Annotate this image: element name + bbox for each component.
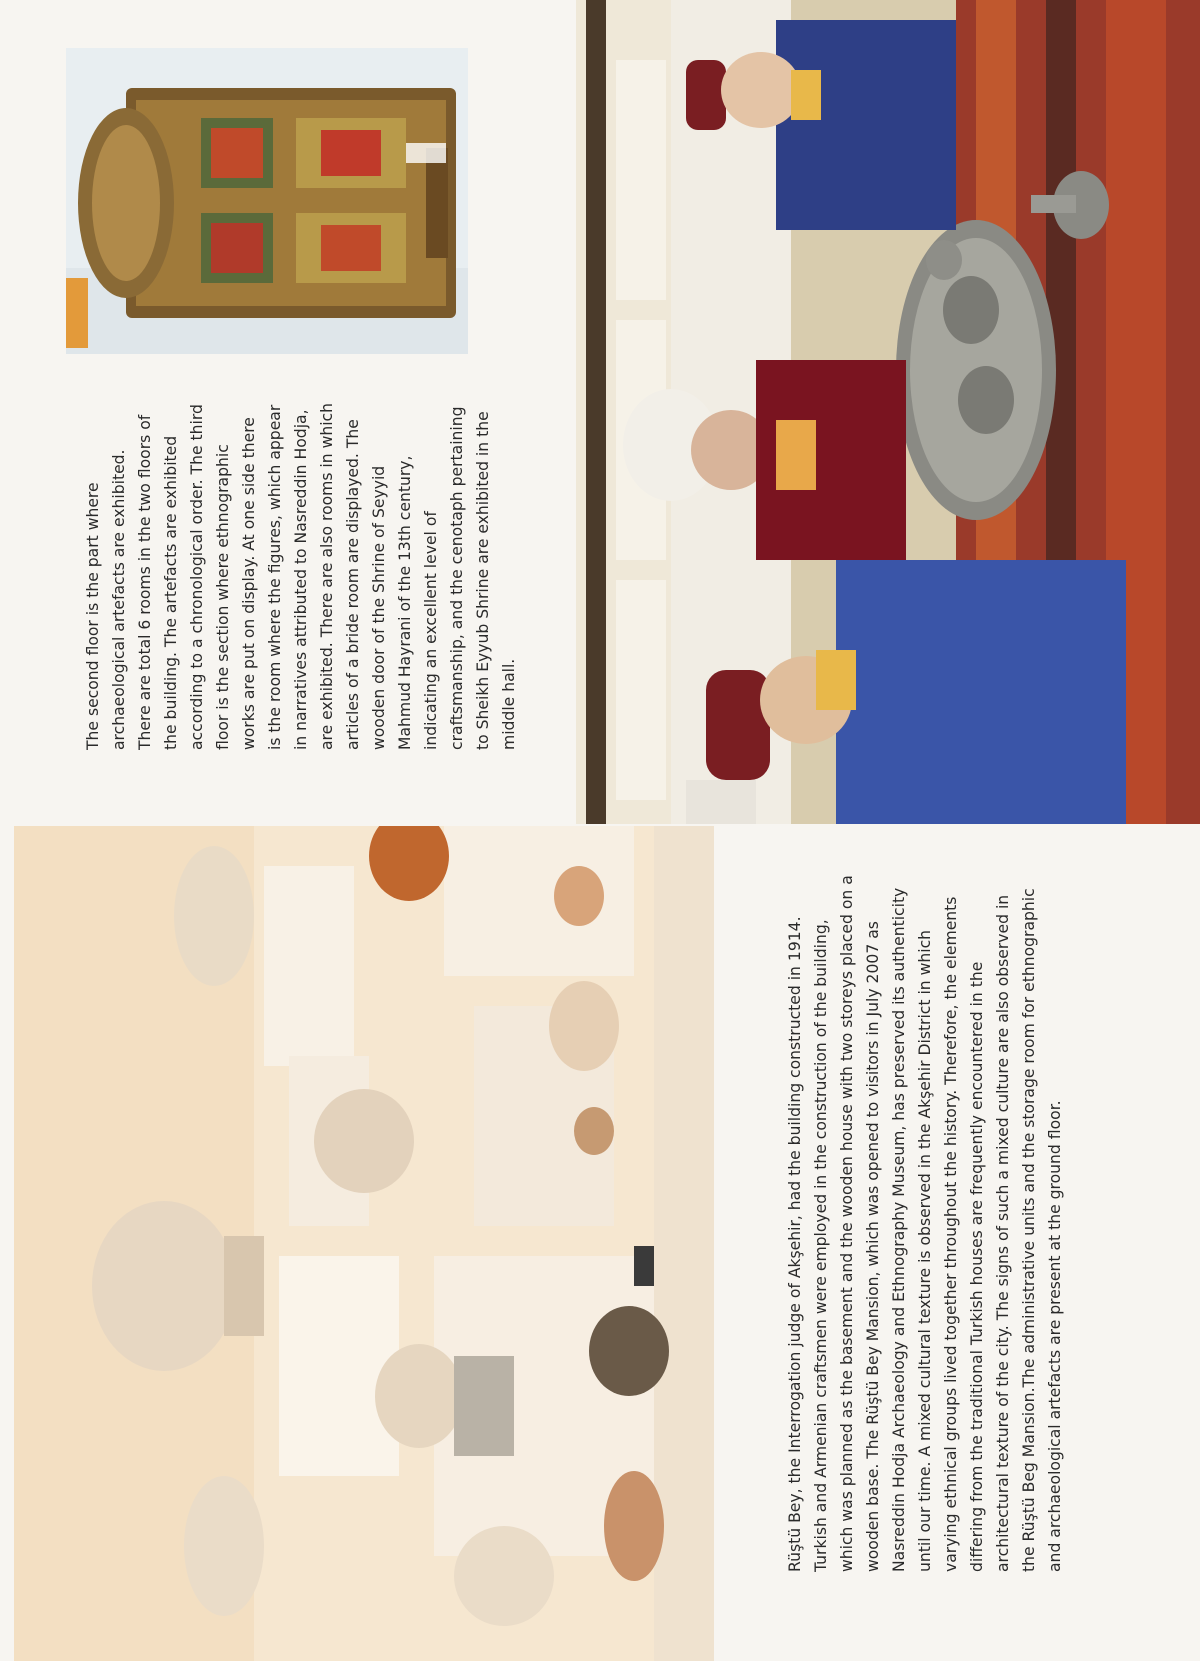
mansion-history-paragraph: Rüştü Bey, the Interrogation judge of Akşehir, had the building constructed in 1914. Turkish and Armenian craftsmen were employed in the construction of the building, which was planned as the basement and the wooden house with two storeys placed on a wooden base. The Rüştü Bey Mansion, which was opened to visitors in July 2007 as Nasreddin Hodja Archaeology and Ethnography Museum, has preserved its authenticity until our time. A mixed cultural texture is observed in the Akşehir District in which varying ethnical groups lived together throughout the history. Therefore, the elements differing from the traditional Turkish houses are frequently encountered in the architectural texture of the city. The signs of such a mixed culture are also observed in the Rüştü Beg Mansion.The administrative units and the storage room for ethnographic and archaeological artefacts are present at the ground floor.: [786, 875, 1064, 1572]
ethnography-diorama-photo: [576, 0, 1200, 824]
shrine-cenotaph-photo: [66, 48, 468, 354]
second-floor-paragraph: The second floor is the part where archaeological artefacts are exhibited. There are total 6 rooms in the two floors of the building. The artefacts are exhibited according to a chronological order. The third floor is the section where ethnographic works are put on display. At one side there is the room where the figures, which appear in narratives attributed to Nasreddin Hodja, are exhibited. There are also rooms in which articles of a bride room are displayed. The wooden door of the Shrine of Seyyid Mahmud Hayrani of the 13th century, indicating an excellent level of craftsmanship, and the cenotaph pertaining to Sheikh Eyyub Shrine are exhibited in the middle hall.: [84, 402, 518, 750]
archaeology-hall-photo: [14, 826, 714, 1661]
